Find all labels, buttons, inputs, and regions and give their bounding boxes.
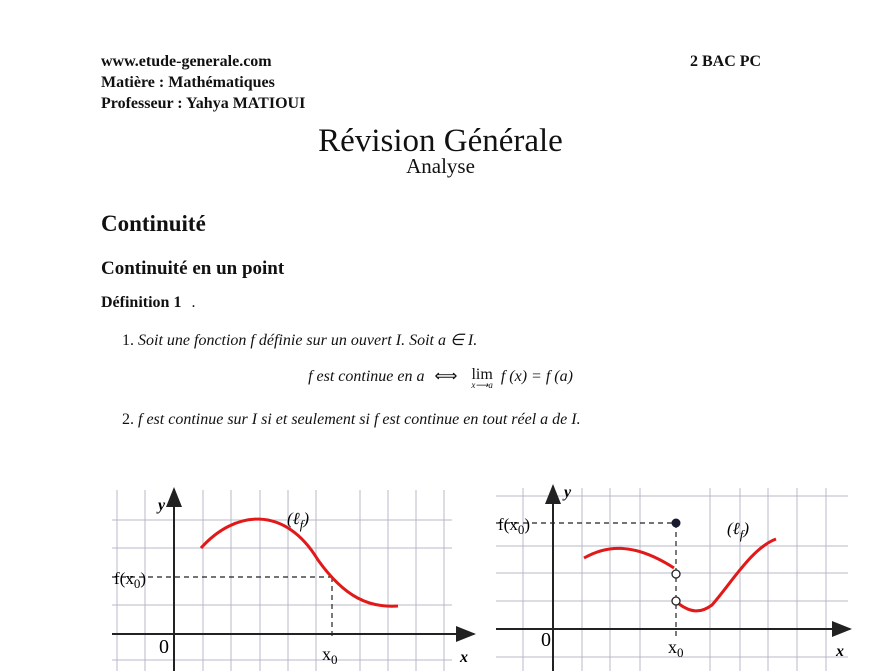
- item-number: 1.: [122, 332, 134, 349]
- graph-discontinuous: [496, 484, 850, 671]
- graph2-x0-label: [668, 637, 684, 660]
- graph2-open-point-right: [672, 597, 680, 605]
- formula-left: f est continue en a: [308, 368, 425, 385]
- graph1-x0-label: [322, 644, 338, 667]
- x0-sub: 0: [331, 652, 338, 667]
- graph1-origin: 0: [159, 636, 169, 658]
- teacher-line: Professeur : Yahya MATIOUI: [101, 95, 306, 112]
- curve-close: ): [743, 519, 750, 538]
- graph2-curve-label: [727, 519, 749, 542]
- fx0-text: f(x: [498, 515, 518, 534]
- fx0-sub: 0: [517, 522, 525, 537]
- graph2-y-label: y: [564, 484, 572, 501]
- limit-operator: lim: [471, 366, 493, 383]
- x0-text: x: [322, 644, 331, 664]
- curve-sub: f: [739, 527, 744, 542]
- limit-subscript: x⟶a: [471, 380, 493, 390]
- subject-line: Matière : Mathématiques: [101, 74, 275, 91]
- curve-text: (ℓ: [287, 509, 300, 528]
- fx0-sub: 0: [133, 576, 141, 591]
- graph1-y-label: y: [158, 497, 166, 514]
- x0-text: x: [668, 637, 677, 657]
- website-url: www.etude-generale.com: [101, 53, 272, 70]
- definition-title: Définition 1: [101, 294, 182, 311]
- graph2-filled-point: [672, 519, 681, 528]
- subsection-heading: Continuité en un point: [101, 258, 285, 279]
- graph2-x-label: x: [836, 643, 844, 660]
- section-heading: Continuité: [101, 211, 206, 236]
- fx0-close: ): [524, 515, 530, 534]
- page-subtitle: Analyse: [406, 154, 475, 178]
- graph2-origin: 0: [541, 629, 551, 651]
- graph2-curve-right: [679, 539, 776, 611]
- fx0-text: f(x: [114, 569, 134, 588]
- formula-right: f (x) = f (a): [500, 368, 573, 385]
- level-label: 2 BAC PC: [690, 53, 762, 70]
- item-text: Soit une fonction f définie sur un ouvert I. Soit a ∈ I.: [138, 332, 478, 349]
- definition-dot: .: [191, 294, 196, 311]
- page-title: Révision Générale: [318, 123, 563, 159]
- formula-equiv: ⟺: [434, 368, 458, 385]
- curve-close: ): [303, 509, 310, 528]
- fx0-close: ): [140, 569, 146, 588]
- curve-text: (ℓ: [727, 519, 740, 538]
- graph1-x-label: x: [460, 649, 468, 666]
- item-text: f est continue sur I si et seulement si f est continue en tout réel a de I.: [138, 411, 581, 428]
- graph1-fx0-label: [114, 569, 146, 591]
- curve-sub: f: [299, 517, 304, 532]
- graph2-curve-left: [584, 548, 674, 568]
- item-number: 2.: [122, 411, 134, 428]
- x0-sub: 0: [677, 645, 684, 660]
- graph2-open-point-left: [672, 570, 680, 578]
- graph-continuous: [112, 489, 474, 671]
- graph2-fx0-label: [498, 515, 530, 537]
